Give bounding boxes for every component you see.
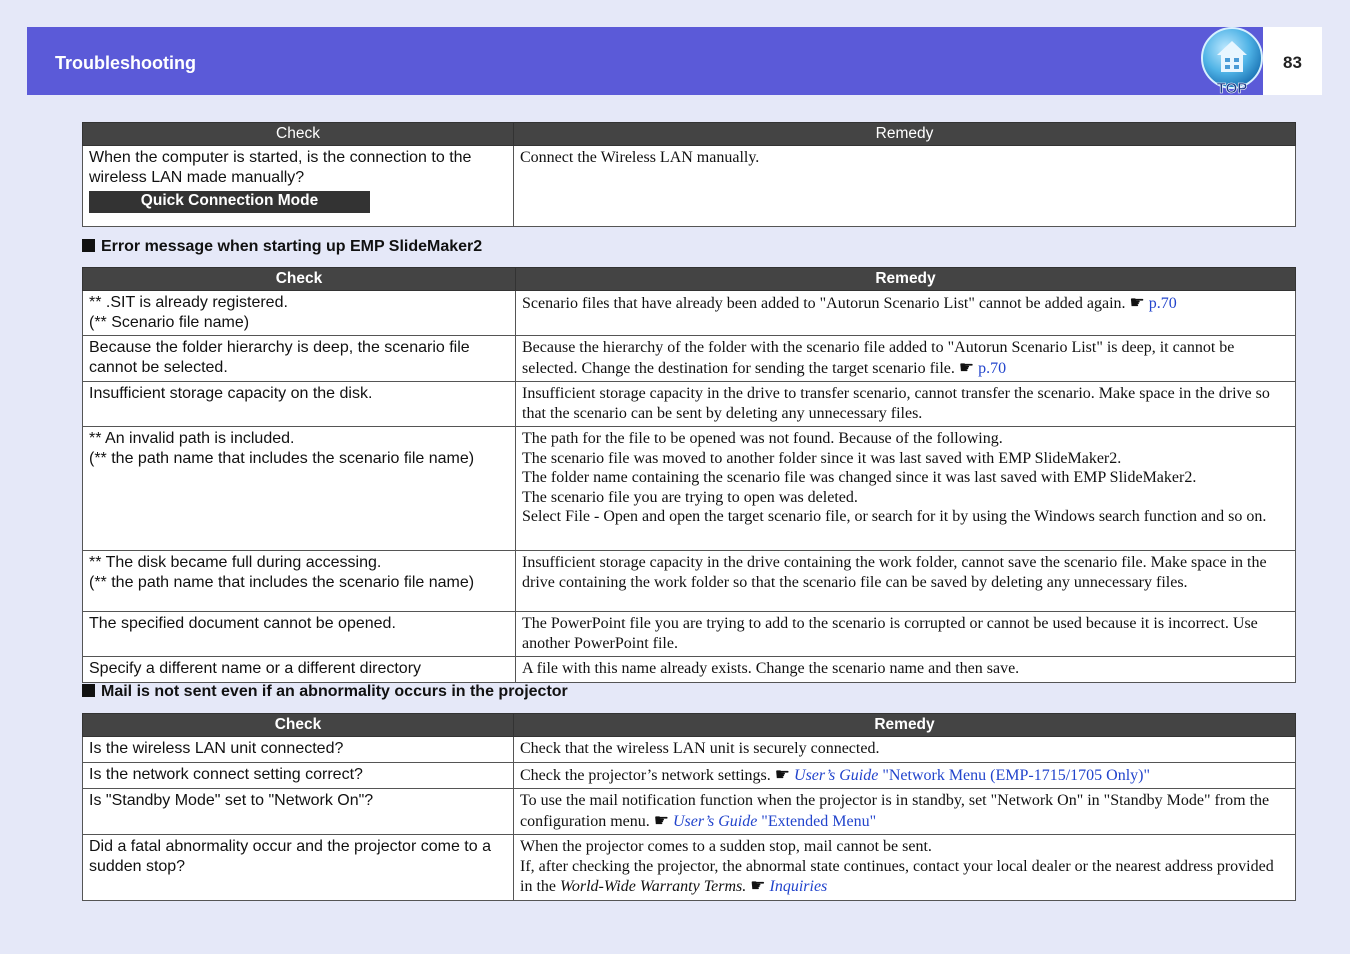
square-bullet-icon <box>82 684 95 697</box>
remedy-cell <box>516 427 1296 551</box>
col-check-header: Check <box>83 268 516 291</box>
remedy-cell: Insufficient storage capacity in the drive containing the work folder, cannot save the scenario file. Make space in the drive containing the work folder so that the scenario file can be saved by deleting any unnecessary files. <box>516 551 1296 612</box>
col-remedy-header: Remedy <box>514 123 1296 146</box>
check-text: ** The disk became full during accessing. <box>89 554 382 571</box>
hand-pointer-icon: ☛ <box>1129 293 1145 312</box>
extended-menu-link[interactable]: "Extended Menu" <box>761 812 877 830</box>
col-remedy-header: Remedy <box>516 268 1296 291</box>
remedy-text: The path for the file to be opened was not found. Because of the following. <box>522 430 1003 447</box>
section-title: Mail is not sent even if an abnormality occurs in the projector <box>101 683 568 700</box>
remedy-text: The scenario file was moved to another folder since it was last saved with EMP SlideMaker2. <box>522 449 1122 467</box>
remedy-cell <box>514 835 1296 901</box>
hand-pointer-icon: ☛ <box>774 764 791 784</box>
col-remedy-header: Remedy <box>514 714 1296 737</box>
remedy-text: Scenario files that have already been added to "Autorun Scenario List" cannot be added again. <box>522 295 1126 312</box>
table-header-row <box>83 714 1296 737</box>
page-link[interactable]: p.70 <box>1148 295 1177 312</box>
inquiries-link[interactable]: Inquiries <box>769 878 828 895</box>
table-row <box>83 551 1296 612</box>
remedy-cell: Connect the Wireless LAN manually. <box>514 146 1296 227</box>
remedy-cell <box>514 789 1296 835</box>
check-cell <box>83 382 516 427</box>
remedy-cell <box>516 336 1296 382</box>
table-row <box>83 789 1296 835</box>
quick-connection-mode-badge: Quick Connection Mode <box>89 191 370 213</box>
remedy-text: To use the mail notification function when the projector is in standby, set "Network On" in "Standby Mode" from the configuration menu. <box>520 792 1270 830</box>
check-text: The specified document cannot be opened. <box>89 615 396 632</box>
table-continued <box>82 122 1296 227</box>
page-number-box <box>1263 27 1322 95</box>
check-text: Because the folder hierarchy is deep, the scenario file cannot be selected. <box>89 339 470 376</box>
check-text: (** Scenario file name) <box>89 313 250 331</box>
remedy-cell: A file with this name already exists. Change the scenario name and then save. <box>516 657 1296 683</box>
check-cell <box>83 291 516 336</box>
table-row <box>83 427 1296 551</box>
col-check-header: Check <box>83 123 514 146</box>
check-cell: Is "Standby Mode" set to "Network On"? <box>83 789 514 835</box>
remedy-text: The folder name containing the scenario file was changed since it was last saved with EMP SlideMaker2. <box>522 469 1197 486</box>
remedy-cell: Insufficient storage capacity in the drive to transfer scenario, cannot transfer the scenario. Make space in the drive so that the scenario can be sent by deleting any unnecessary files. <box>516 382 1296 427</box>
check-cell <box>83 146 514 227</box>
check-text: (** the path name that includes the scenario file name) <box>89 573 475 591</box>
table-row <box>83 336 1296 382</box>
square-bullet-icon <box>82 239 95 252</box>
table-row <box>83 657 1296 683</box>
remedy-cell: The PowerPoint file you are trying to add to the scenario is corrupted or cannot be used because it is incorrect. Use another PowerPoint file. <box>516 612 1296 657</box>
top-label: TOP <box>1216 80 1248 95</box>
col-check-header: Check <box>83 714 514 737</box>
page-number: 83 <box>1283 53 1302 72</box>
table-row <box>83 835 1296 901</box>
check-text: (** the path name that includes the scenario file name) <box>89 449 475 467</box>
users-guide-link[interactable]: User’s Guide <box>673 812 758 830</box>
check-text: Specify a different name or a different directory <box>89 660 422 677</box>
check-text: Insufficient storage capacity on the disk. <box>89 385 373 402</box>
check-text: When the computer is started, is the connection to the wireless LAN made manually? <box>89 149 472 186</box>
remedy-text: Select File - Open and open the target scenario file, or search for it by using the Windows search function and so on. <box>522 508 1267 525</box>
page-title: Troubleshooting <box>55 53 196 73</box>
top-button[interactable] <box>1199 27 1265 95</box>
table-header-row <box>83 123 1296 146</box>
section-heading-slidemaker <box>82 238 482 256</box>
check-cell: Did a fatal abnormality occur and the projector come to a sudden stop? <box>83 835 514 901</box>
section-heading-mail <box>82 683 568 701</box>
remedy-text: The scenario file you are trying to open was deleted. <box>522 488 858 506</box>
check-text: ** An invalid path is included. <box>89 430 295 447</box>
table-row <box>83 612 1296 657</box>
remedy-text: Because the hierarchy of the folder with the scenario file added to "Autorun Scenario List" is deep, it cannot be selected. Change the destination for sending the target scenario file. <box>522 339 1235 377</box>
table-row <box>83 382 1296 427</box>
table-mail-issues <box>82 713 1296 901</box>
table-row <box>83 762 1296 789</box>
remedy-text: When the projector comes to a sudden stop, mail cannot be sent. <box>520 838 932 855</box>
check-text: ** .SIT is already registered. <box>89 294 288 311</box>
remedy-cell <box>516 291 1296 336</box>
table-row <box>83 291 1296 336</box>
check-cell <box>83 336 516 382</box>
hand-pointer-icon: ☛ <box>750 876 766 895</box>
hand-pointer-icon: ☛ <box>653 810 669 830</box>
remedy-text: Check the projector’s network settings. <box>520 766 771 784</box>
section-title: Error message when starting up EMP SlideMaker2 <box>101 238 483 255</box>
table-slidemaker-errors <box>82 267 1296 683</box>
check-cell: Is the wireless LAN unit connected? <box>83 737 514 763</box>
hand-pointer-icon: ☛ <box>958 357 975 377</box>
table-header-row <box>83 268 1296 291</box>
page-link[interactable]: p.70 <box>978 359 1007 377</box>
network-menu-link[interactable]: "Network Menu (EMP-1715/1705 Only)" <box>882 766 1151 784</box>
table-row <box>83 737 1296 763</box>
check-cell <box>83 551 516 612</box>
check-cell <box>83 612 516 657</box>
table-row <box>83 146 1296 227</box>
page-header <box>27 27 1263 95</box>
users-guide-link[interactable]: User’s Guide <box>794 766 879 784</box>
check-cell: Is the network connect setting correct? <box>83 762 514 789</box>
remedy-text: If, after checking the projector, the abnormal state continues, contact your local dealer or the nearest address provided in the <box>520 857 1274 895</box>
remedy-cell <box>514 762 1296 789</box>
check-cell <box>83 657 516 683</box>
check-cell <box>83 427 516 551</box>
top-home-icon <box>1199 27 1265 95</box>
warranty-terms-text: World-Wide Warranty Terms. <box>560 878 747 895</box>
remedy-cell: Check that the wireless LAN unit is securely connected. <box>514 737 1296 763</box>
